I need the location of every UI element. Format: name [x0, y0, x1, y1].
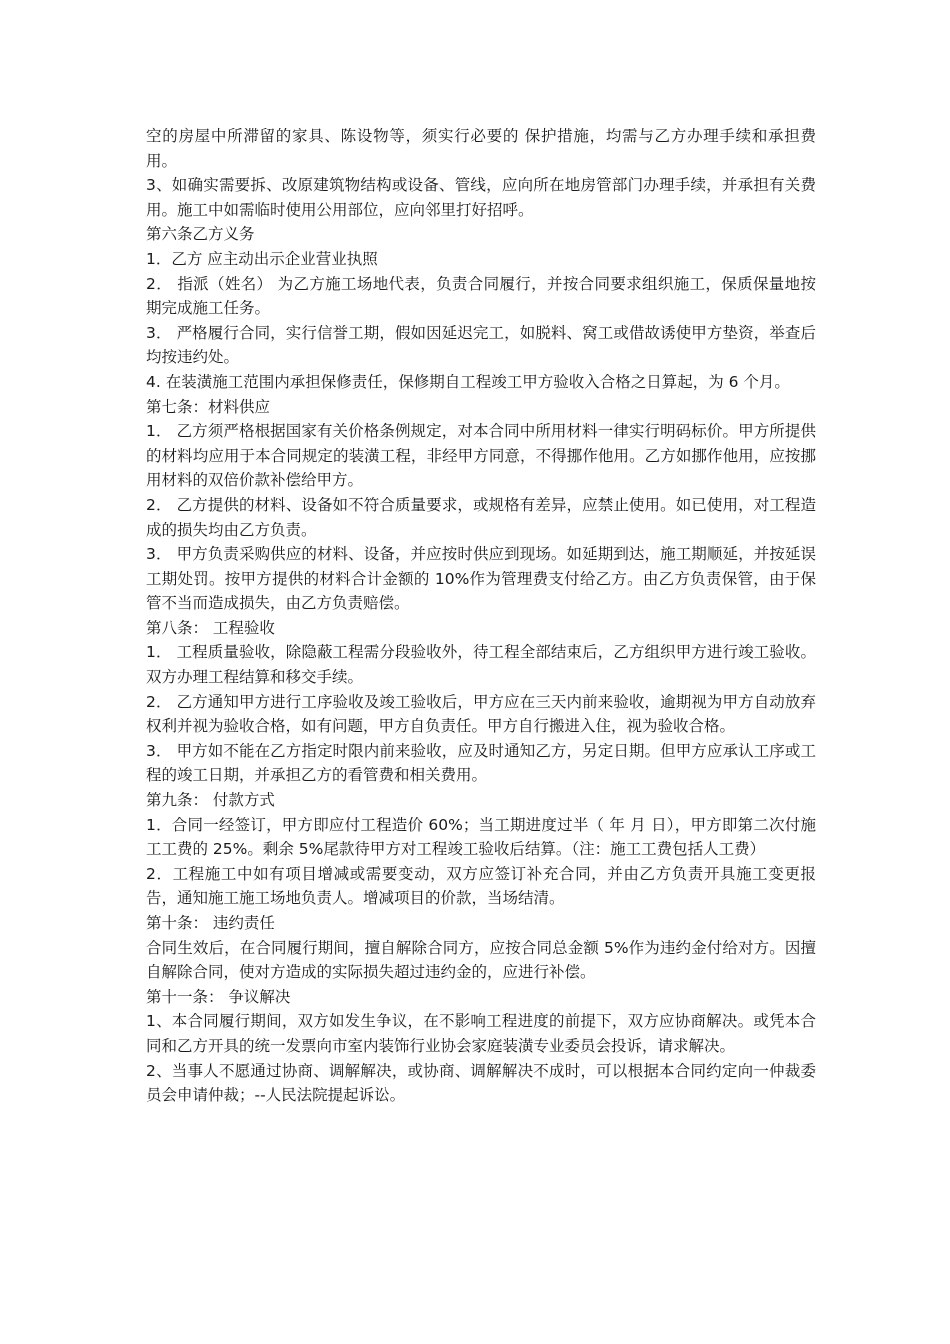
- paragraph-article-6-item-4: 4. 在装潢施工范围内承担保修责任，保修期自工程竣工甲方验收入合格之日算起，为 6 个月。: [146, 372, 790, 391]
- heading-article-8: 第八条： 工程验收: [146, 618, 275, 637]
- document-page: [146, 124, 816, 1108]
- heading-article-10: 第十条： 违约责任: [146, 914, 275, 932]
- paragraph-article-11-item-1: 1、本合同履行期间，双方如发生争议，在不影响工程进度的前提下，双方应协商解决。或凭本合同和乙方开具的统一发票向市室内装饰行业协会家庭装潢专业委员会投诉，请求解决。: [146, 1012, 816, 1055]
- paragraph-article-11-item-2: 2、当事人不愿通过协商、调解解决，或协商、调解解决不成时，可以根据本合同约定向一仲裁委员会申请仲裁；--人民法院提起诉讼。: [146, 1061, 816, 1105]
- paragraph-article-7-item-2: 2． 乙方提供的材料、设备如不符合质量要求，或规格有差异，应禁止使用。如已使用，对工程造成的损失均由乙方负责。: [146, 495, 816, 539]
- paragraph-article-6-item-3: 3． 严格履行合同，实行信誉工期，假如因延迟完工，如脱料、窝工或借故诱使甲方垫资，举查后均按违约处。: [146, 323, 816, 367]
- paragraph-article-9-item-1: 1．合同一经签订，甲方即应付工程造价 60%；当工期进度过半（ 年 月 日），甲方即第二次付施工工费的 25%。剩余 5%尾款待甲方对工程竣工验收后结算。（注：施工工费包括人工费）: [146, 815, 816, 859]
- paragraph-article-6-item-1: 1．乙方 应主动出示企业营业执照: [146, 249, 378, 268]
- paragraph-article-8-item-2: 2． 乙方通知甲方进行工序验收及竣工验收后，甲方应在三天内前来验收，逾期视为甲方自动放弃权利并视为验收合格，如有问题，甲方自负责任。甲方自行搬进入住，视为验收合格。: [146, 692, 816, 736]
- heading-article-6: 第六条乙方义务: [146, 225, 255, 244]
- paragraph-clause-5-item-3: 3、如确实需要拆、改原建筑物结构或设备、管线，应向所在地房管部门办理手续，并承担有关费用。施工中如需临时使用公用部位，应向邻里打好招呼。: [146, 176, 816, 219]
- heading-article-11: 第十一条： 争议解决: [146, 987, 291, 1006]
- paragraph-article-8-item-1: 1． 工程质量验收，除隐蔽工程需分段验收外，待工程全部结束后，乙方组织甲方进行竣工验收。双方办理工程结算和移交手续。: [146, 643, 816, 687]
- paragraph-article-7-item-1: 1． 乙方须严格根据国家有关价格条例规定，对本合同中所用材料一律实行明码标价。甲方所提供的材料均应用于本合同规定的装潢工程，非经甲方同意，不得挪作他用。乙方如挪作他用，应按挪用材料的双倍价款补偿给甲方。: [146, 422, 816, 490]
- paragraph-clause-5-continuation: 空的房屋中所滞留的家具、陈设物等，须实行必要的 保护措施，均需与乙方办理手续和承担费用。: [146, 127, 816, 170]
- heading-article-7: 第七条：材料供应: [146, 397, 271, 416]
- paragraph-article-10-body: 合同生效后，在合同履行期间，擅自解除合同方，应按合同总金额 5%作为违约金付给对方。因擅自解除合同，使对方造成的实际损失超过违约金的，应进行补偿。: [146, 938, 816, 982]
- paragraph-article-6-item-2: 2． 指派（姓名） 为乙方施工场地代表，负责合同履行，并按合同要求组织施工，保质保量地按期完成施工任务。: [146, 274, 816, 318]
- paragraph-article-8-item-3: 3． 甲方如不能在乙方指定时限内前来验收，应及时通知乙方，另定日期。但甲方应承认工序或工程的竣工日期，并承担乙方的看管费和相关费用。: [146, 741, 816, 785]
- heading-article-9: 第九条： 付款方式: [146, 791, 275, 810]
- paragraph-article-9-item-2: 2．工程施工中如有项目增减或需要变动，双方应签订补充合同，并由乙方负责开具施工变更报告，通知施工施工场地负责人。增减项目的价款，当场结清。: [146, 864, 816, 908]
- paragraph-article-7-item-3: 3． 甲方负责采购供应的材料、设备，并应按时供应到现场。如延期到达，施工期顺延，并按延误工期处罚。按甲方提供的材料合计金额的 10%作为管理费支付给乙方。由乙方负责保管，由于保管不当而造成损失，由乙方负责赔偿。: [146, 545, 816, 613]
